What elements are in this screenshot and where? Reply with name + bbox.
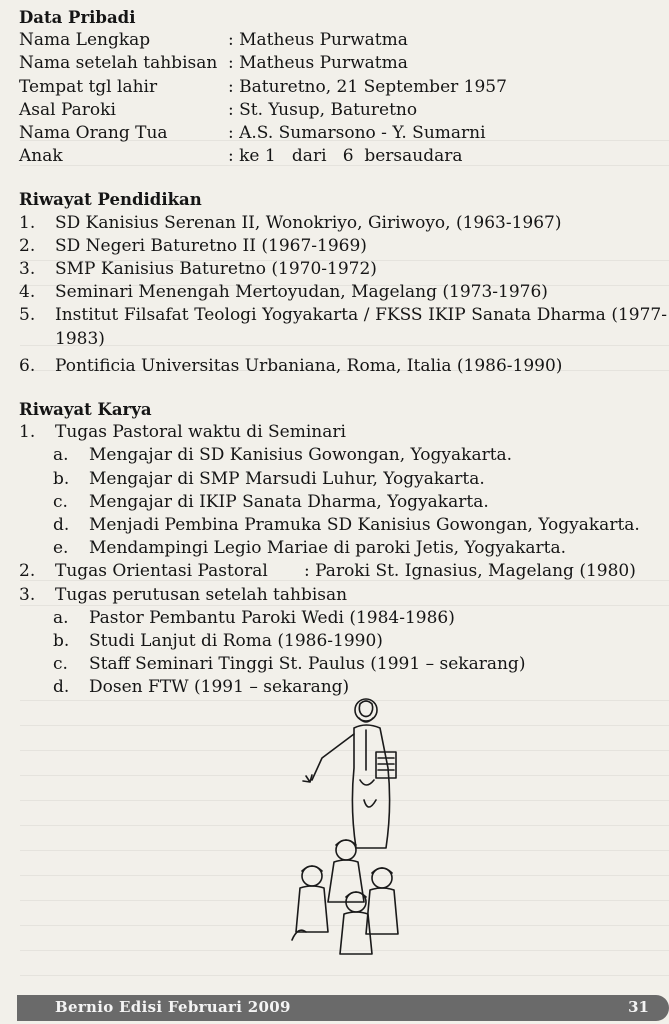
sub-list-item (19, 491, 667, 514)
item-number: 2. (19, 561, 36, 582)
sub-item-text: Mendampingi Legio Mariae di paroki Jetis, Yogyakarta. (89, 538, 567, 559)
item-pair (55, 560, 636, 583)
sub-item-letter: a. (53, 607, 69, 628)
personal-label: Tempat tgl lahir (19, 76, 158, 97)
sub-item-text: Dosen FTW (1991 – sekarang) (89, 677, 350, 698)
list-item (19, 258, 667, 281)
list-item (19, 281, 667, 304)
career-heading: Riwayat Karya (19, 400, 152, 420)
sub-list-item (19, 514, 667, 537)
item-number: 1. (19, 212, 36, 233)
sub-item-text: Studi Lanjut di Roma (1986-1990) (89, 631, 383, 652)
item-text: SD Negeri Baturetno II (1967-1969) (55, 235, 367, 256)
personal-value: : Baturetno, 21 September 1957 (228, 76, 507, 97)
list-item (19, 421, 667, 444)
item-text: Pontificia Universitas Urbaniana, Roma, Italia (1986-1990) (55, 355, 563, 376)
personal-row (19, 99, 667, 122)
list-item (19, 355, 667, 378)
personal-value: : Matheus Purwatma (228, 30, 408, 51)
raised-arm (312, 734, 354, 780)
sub-item-text: Staff Seminari Tinggi St. Paulus (1991 – sekarang) (89, 654, 526, 675)
personal-data-heading: Data Pribadi (19, 8, 136, 27)
sub-list-item (19, 444, 667, 467)
jesus-with-children-illustration (282, 640, 412, 970)
sub-item-letter: d. (53, 677, 70, 698)
item-value: : Paroki St. Ignasius, Magelang (1980) (304, 561, 636, 582)
personal-value: : St. Yusup, Baturetno (228, 99, 418, 120)
education-section (19, 188, 667, 378)
personal-value: : Matheus Purwatma (228, 53, 408, 74)
sub-item-letter: c. (53, 491, 68, 512)
personal-row (19, 52, 667, 75)
sub-item-text: Mengajar di SMP Marsudi Luhur, Yogyakarta. (89, 468, 485, 489)
raised-hand (303, 775, 312, 782)
page-number: 31 (628, 998, 649, 1016)
item-number: 3. (19, 584, 36, 605)
personal-value: : ke 1 dari 6 bersaudara (228, 146, 463, 167)
personal-label: Asal Paroki (19, 99, 116, 120)
child-body (366, 888, 398, 934)
child-hair (372, 868, 392, 873)
personal-row (19, 29, 667, 52)
child-body (328, 860, 364, 902)
sub-item-letter: a. (53, 445, 69, 466)
item-number: 5. (19, 305, 36, 326)
child-body (296, 886, 328, 932)
child-hair (336, 840, 356, 845)
list-item (19, 235, 667, 258)
personal-row (19, 122, 667, 145)
personal-label: Nama Orang Tua (19, 123, 168, 144)
sub-item-letter: b. (53, 631, 70, 652)
item-text: Tugas perutusan setelah tahbisan (55, 584, 348, 605)
sub-list-item (19, 468, 667, 491)
list-item (19, 212, 667, 235)
personal-label: Nama setelah tahbisan (19, 53, 218, 74)
item-number: 1. (19, 422, 36, 443)
list-item (19, 304, 667, 350)
personal-row (19, 76, 667, 99)
beard-shape (359, 718, 373, 722)
sub-list-item (19, 607, 667, 630)
personal-row (19, 145, 667, 168)
sub-item-text: Mengajar di SD Kanisius Gowongan, Yogyakarta. (89, 445, 513, 466)
item-number: 3. (19, 259, 36, 280)
sub-list-item (19, 537, 667, 560)
list-item (19, 584, 667, 607)
biography-content (19, 6, 667, 700)
item-text: Tugas Pastoral waktu di Seminari (55, 422, 346, 443)
item-text: SD Kanisius Serenan II, Wonokriyo, Giriwoyo, (1963-1967) (55, 212, 562, 233)
footer-title: Bernio Edisi Februari 2009 (55, 998, 291, 1016)
item-text: SMP Kanisius Baturetno (1970-1972) (55, 259, 377, 280)
personal-label: Anak (19, 146, 63, 167)
personal-label: Nama Lengkap (19, 30, 151, 51)
list-item (19, 560, 667, 583)
education-heading: Riwayat Pendidikan (19, 190, 202, 210)
sub-item-letter: d. (53, 515, 70, 536)
head-shape (359, 701, 372, 717)
sub-item-text: Menjadi Pembina Pramuka SD Kanisius Gowongan, Yogyakarta. (89, 515, 640, 536)
sub-item-letter: e. (53, 538, 69, 559)
sub-item-text: Mengajar di IKIP Sanata Dharma, Yogyakarta. (89, 491, 489, 512)
item-number: 6. (19, 355, 36, 376)
item-number: 4. (19, 282, 36, 303)
item-number: 2. (19, 235, 36, 256)
item-text: Institut Filsafat Teologi Yogyakarta / FKSS IKIP Sanata Dharma (1977-1983) (55, 305, 667, 349)
child-hair (302, 866, 322, 871)
sub-item-text: Pastor Pembantu Paroki Wedi (1984-1986) (89, 607, 455, 628)
sub-item-letter: c. (53, 654, 68, 675)
robe-shape (352, 725, 389, 848)
page-footer (17, 995, 669, 1021)
sub-item-letter: b. (53, 468, 70, 489)
personal-value: : A.S. Sumarsono - Y. Sumarni (228, 123, 486, 144)
robe-folds (360, 730, 376, 807)
item-text: Seminari Menengah Mertoyudan, Magelang (1973-1976) (55, 282, 548, 303)
item-text: Tugas Orientasi Pastoral (55, 561, 268, 582)
personal-data-section (19, 6, 667, 168)
